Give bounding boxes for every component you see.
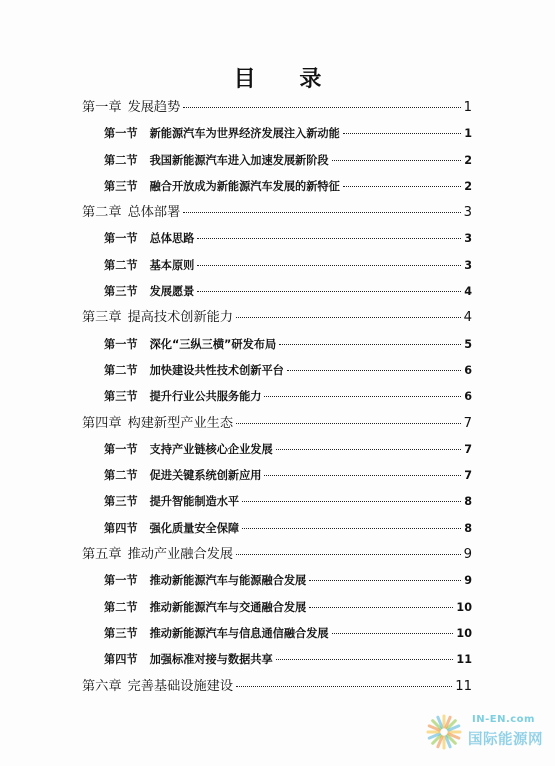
toc-entry-label: 完善基础设施建设 bbox=[127, 678, 234, 694]
toc-entry-title bbox=[104, 647, 273, 673]
toc-page-number: 2 bbox=[464, 153, 472, 167]
toc-entry-number: 第四节 bbox=[104, 521, 138, 535]
toc-entry-label: 支持产业链核心企业发展 bbox=[149, 442, 273, 456]
page-title: 目 录 bbox=[233, 67, 340, 92]
toc-entry-title bbox=[82, 542, 233, 568]
toc-page-number: 6 bbox=[464, 390, 472, 404]
dot-leader bbox=[236, 423, 461, 424]
toc-entry-title bbox=[82, 200, 180, 226]
toc-entry-title bbox=[104, 174, 340, 200]
toc-entry-title bbox=[104, 253, 194, 279]
watermark bbox=[420, 700, 555, 760]
toc-page-number: 9 bbox=[464, 574, 472, 588]
toc-entry-title bbox=[104, 121, 340, 147]
dot-leader bbox=[197, 291, 461, 292]
toc-entry-label: 我国新能源汽车进入加速发展新阶段 bbox=[149, 153, 329, 167]
toc-entry-label: 发展愿景 bbox=[149, 285, 195, 299]
toc-entry-title bbox=[82, 674, 233, 700]
dot-leader bbox=[343, 186, 461, 187]
toc-section-row[interactable] bbox=[82, 226, 472, 252]
dot-leader bbox=[264, 475, 461, 476]
toc-entry-number: 第二章 bbox=[82, 205, 122, 221]
dot-leader bbox=[332, 633, 454, 634]
toc-entry-label: 提升行业公共服务能力 bbox=[149, 390, 262, 404]
toc-entry-label: 深化“三纵三横”研发布局 bbox=[149, 337, 277, 351]
toc-entry-number: 第二节 bbox=[104, 153, 138, 167]
dot-leader bbox=[309, 607, 453, 608]
toc-page-number: 5 bbox=[464, 337, 472, 351]
toc-entry-number: 第四节 bbox=[104, 653, 138, 667]
dot-leader bbox=[242, 528, 461, 529]
toc-entry-label: 推动新能源汽车与信息通信融合发展 bbox=[149, 626, 329, 640]
toc-section-row[interactable] bbox=[82, 489, 472, 515]
toc-entry-title bbox=[104, 279, 194, 305]
toc-page-number: 4 bbox=[463, 310, 472, 326]
toc-section-row[interactable] bbox=[82, 253, 472, 279]
dot-leader bbox=[183, 212, 460, 213]
toc-entry-number: 第二节 bbox=[104, 469, 138, 483]
toc-page-number: 7 bbox=[463, 415, 472, 431]
toc-section-row[interactable] bbox=[82, 463, 472, 489]
toc-section-row[interactable] bbox=[82, 332, 472, 358]
toc-section-row[interactable] bbox=[82, 121, 472, 147]
toc-entry-title bbox=[82, 95, 180, 121]
toc-entry-number: 第一节 bbox=[104, 337, 138, 351]
toc-entry-label: 提升智能制造水平 bbox=[149, 495, 240, 509]
toc-page-number: 9 bbox=[463, 547, 472, 563]
toc-section-row[interactable] bbox=[82, 148, 472, 174]
toc-page-number: 1 bbox=[464, 127, 472, 141]
dot-leader bbox=[236, 317, 461, 318]
toc-section-row[interactable] bbox=[82, 595, 472, 621]
toc-chapter-row[interactable] bbox=[82, 95, 472, 121]
watermark-domain: IN-EN.com bbox=[472, 714, 535, 725]
toc-entry-label: 促进关键系统创新应用 bbox=[149, 469, 262, 483]
toc-entry-number: 第一节 bbox=[104, 442, 138, 456]
toc-entry-title bbox=[104, 489, 239, 515]
dot-leader bbox=[264, 396, 461, 397]
toc-entry-title bbox=[104, 148, 329, 174]
toc-page-number: 11 bbox=[455, 678, 472, 694]
toc-section-row[interactable] bbox=[82, 516, 472, 542]
toc-entry-label: 发展趋势 bbox=[127, 100, 181, 115]
table-of-contents bbox=[82, 95, 472, 700]
toc-entry-title bbox=[104, 384, 261, 410]
dot-leader bbox=[287, 370, 461, 371]
toc-entry-title bbox=[82, 305, 233, 331]
toc-entry-label: 推动新能源汽车与交通融合发展 bbox=[149, 600, 307, 614]
toc-page-number: 2 bbox=[464, 179, 472, 193]
toc-page-number: 8 bbox=[464, 495, 472, 509]
toc-entry-title bbox=[104, 516, 239, 542]
toc-entry-number: 第二节 bbox=[104, 363, 138, 377]
watermark-name: 国际能源网 bbox=[468, 732, 543, 748]
toc-entry-title bbox=[104, 621, 329, 647]
toc-entry-number: 第二节 bbox=[104, 600, 138, 614]
toc-page-number: 7 bbox=[464, 442, 472, 456]
toc-entry-title bbox=[104, 463, 261, 489]
toc-entry-number: 第一节 bbox=[104, 232, 138, 246]
toc-page-number: 4 bbox=[464, 285, 472, 299]
sunburst-logo-icon bbox=[426, 714, 462, 750]
toc-section-row[interactable] bbox=[82, 568, 472, 594]
toc-entry-title bbox=[82, 411, 233, 437]
toc-chapter-row[interactable] bbox=[82, 542, 472, 568]
toc-entry-number: 第二节 bbox=[104, 258, 138, 272]
dot-leader bbox=[197, 265, 461, 266]
toc-entry-number: 第三节 bbox=[104, 179, 138, 193]
dot-leader bbox=[242, 501, 461, 502]
toc-entry-label: 融合开放成为新能源汽车发展的新特征 bbox=[149, 179, 340, 193]
toc-entry-number: 第一节 bbox=[104, 127, 138, 141]
dot-leader bbox=[343, 133, 461, 134]
toc-entry-label: 强化质量安全保障 bbox=[149, 521, 240, 535]
toc-section-row[interactable] bbox=[82, 437, 472, 463]
toc-entry-label: 新能源汽车为世界经济发展注入新动能 bbox=[149, 127, 340, 141]
dot-leader bbox=[236, 686, 452, 687]
toc-entry-label: 提高技术创新能力 bbox=[127, 310, 234, 326]
toc-page-number: 8 bbox=[464, 521, 472, 535]
toc-entry-number: 第三节 bbox=[104, 626, 138, 640]
toc-page-number: 10 bbox=[456, 600, 472, 614]
toc-entry-title bbox=[104, 595, 306, 621]
toc-entry-label: 总体部署 bbox=[127, 205, 181, 221]
toc-entry-number: 第一节 bbox=[104, 574, 138, 588]
toc-page-number: 1 bbox=[463, 100, 472, 115]
toc-entry-title bbox=[104, 568, 306, 594]
toc-page-number: 10 bbox=[456, 626, 472, 640]
dot-leader bbox=[309, 580, 461, 581]
toc-page-number: 6 bbox=[464, 363, 472, 377]
toc-chapter-row[interactable] bbox=[82, 200, 472, 226]
toc-entry-label: 总体思路 bbox=[149, 232, 195, 246]
toc-section-row[interactable] bbox=[82, 279, 472, 305]
toc-entry-label: 推动产业融合发展 bbox=[127, 547, 234, 563]
toc-entry-title bbox=[104, 332, 276, 358]
dot-leader bbox=[332, 160, 461, 161]
dot-leader bbox=[276, 659, 454, 660]
toc-entry-number: 第五章 bbox=[82, 547, 122, 563]
dot-leader bbox=[236, 554, 461, 555]
toc-entry-label: 推动新能源汽车与能源融合发展 bbox=[149, 574, 307, 588]
toc-entry-title bbox=[104, 437, 273, 463]
toc-entry-number: 第四章 bbox=[82, 415, 122, 431]
toc-section-row[interactable] bbox=[82, 174, 472, 200]
toc-page-number: 3 bbox=[463, 205, 472, 221]
toc-entry-number: 第一章 bbox=[82, 100, 122, 115]
dot-leader bbox=[183, 107, 460, 108]
toc-section-row[interactable] bbox=[82, 384, 472, 410]
toc-entry-number: 第三章 bbox=[82, 310, 122, 326]
toc-entry-label: 加快建设共性技术创新平台 bbox=[149, 363, 284, 377]
toc-entry-title bbox=[104, 358, 284, 384]
toc-section-row[interactable] bbox=[82, 621, 472, 647]
toc-page-number: 7 bbox=[464, 469, 472, 483]
toc-entry-number: 第三节 bbox=[104, 495, 138, 509]
dot-leader bbox=[279, 344, 461, 345]
dot-leader bbox=[197, 238, 461, 239]
toc-entry-number: 第三节 bbox=[104, 285, 138, 299]
toc-entry-number: 第三节 bbox=[104, 390, 138, 404]
toc-page-number: 3 bbox=[464, 258, 472, 272]
toc-section-row[interactable] bbox=[82, 647, 472, 673]
toc-chapter-row[interactable] bbox=[82, 305, 472, 331]
dot-leader bbox=[276, 449, 461, 450]
toc-chapter-row[interactable] bbox=[82, 411, 472, 437]
toc-page-number: 11 bbox=[456, 653, 472, 667]
toc-page-number: 3 bbox=[464, 232, 472, 246]
toc-entry-label: 构建新型产业生态 bbox=[127, 415, 234, 431]
toc-section-row[interactable] bbox=[82, 358, 472, 384]
toc-entry-label: 基本原则 bbox=[149, 258, 195, 272]
toc-entry-title bbox=[104, 226, 194, 252]
toc-chapter-row[interactable] bbox=[82, 674, 472, 700]
toc-entry-label: 加强标准对接与数据共享 bbox=[149, 653, 273, 667]
toc-entry-number: 第六章 bbox=[82, 678, 122, 694]
